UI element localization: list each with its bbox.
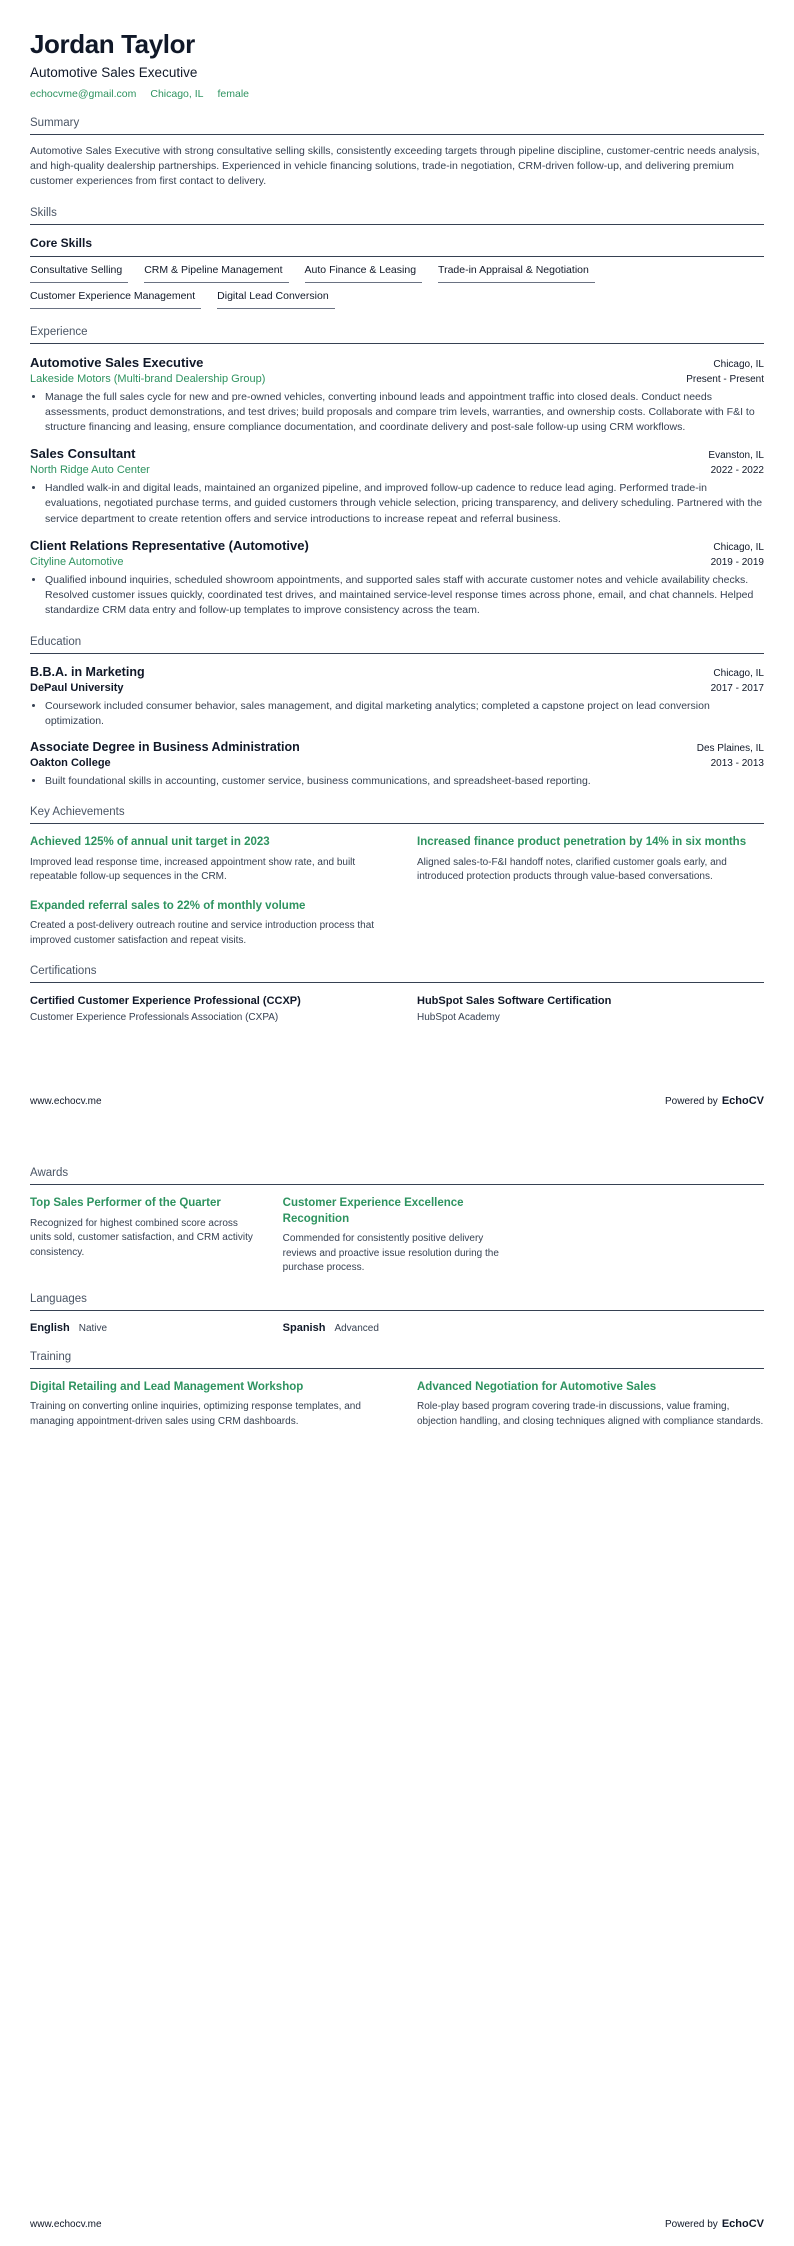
training-title: Advanced Negotiation for Automotive Sales — [417, 1380, 657, 1393]
job-title: Automotive Sales Executive — [30, 354, 204, 370]
languages-section-title: Languages — [30, 1293, 764, 1311]
school-name: DePaul University — [30, 681, 124, 694]
certifications-grid — [30, 994, 764, 1023]
school-name: Oakton College — [30, 756, 111, 769]
skill-group-title: Core Skills — [30, 236, 764, 257]
powered-by-label: Powered by — [665, 2219, 718, 2230]
footer-site-link[interactable]: www.echocv.me — [30, 2218, 102, 2230]
education-entry — [30, 665, 764, 729]
certification-issuer: HubSpot Academy — [417, 1012, 500, 1024]
powered-by-label: Powered by — [665, 1096, 718, 1107]
achievement-item — [30, 835, 377, 885]
echocv-brand: EchoCV — [721, 1095, 764, 1107]
achievement-item — [30, 899, 377, 949]
award-grid-empty-cell — [535, 1196, 764, 1276]
powered-by — [665, 1095, 764, 1107]
job-bullet: • Handled walk-in and digital leads, maintained an organized pipeline, and improved follow-up cadence to reduce lead aging. Performed trade-in evaluations, negotiated purchase terms, and guided customers through vehicle selection, pricing transparency, and delivery scheduling. Partnered with the service department to create retention offers and service introductions to increase repeat and referral business. — [45, 481, 764, 527]
skill-chip: Customer Experience Management — [30, 283, 201, 309]
training-item — [417, 1380, 764, 1430]
achievement-title: Increased finance product penetration by 14% in six months — [417, 836, 747, 849]
certifications-section-title: Certifications — [30, 965, 764, 983]
achievement-text: Created a post-delivery outreach routine and service introduction process that improved customer satisfaction and repeat visits. — [30, 920, 375, 946]
skill-chip-list — [30, 257, 764, 309]
language-item — [283, 1322, 512, 1334]
page-1-footer — [30, 1087, 764, 1107]
skill-chip: Auto Finance & Leasing — [305, 257, 423, 283]
language-level: Native — [78, 1322, 108, 1334]
achievement-title: Expanded referral sales to 22% of monthly volume — [30, 899, 306, 912]
certification-item — [30, 994, 377, 1023]
achievements-grid — [30, 835, 764, 948]
awards-grid — [30, 1196, 764, 1276]
summary-text: Automotive Sales Executive with strong consultative selling skills, consistently exceeding targets through pipeline discipline, customer-centric needs analysis, and high-quality dealership partnerships. Experienced in vehicle financing solutions, trade-in negotiation, CRM-driven follow-up, and delivering premium customer experiences from first contact to delivery. — [30, 144, 760, 188]
languages-grid — [30, 1322, 764, 1334]
experience-entry — [30, 355, 764, 436]
job-bullet: • Manage the full sales cycle for new and pre-owned vehicles, converting inbound leads and appointment traffic into closed deals. Conduct needs assessments, product demonstrations, and test drives; build proposals and compare trim levels, warranties, and ownership costs. Collaborate with F&I to structure financing and leasing, ensure compliance documentation, and coordinate delivery and post-sale follow-up using CRM workflows. — [45, 390, 764, 436]
job-title: Sales Consultant — [30, 446, 136, 462]
degree-title: B.B.A. in Marketing — [30, 664, 145, 679]
experience-section-title: Experience — [30, 326, 764, 344]
education-bullet: • Built foundational skills in accounting, customer service, business communications, and spreadsheet-based reporting. — [45, 774, 764, 789]
achievements-section-title: Key Achievements — [30, 806, 764, 824]
education-section-title: Education — [30, 636, 764, 654]
award-title: Customer Experience Excellence Recognition — [282, 1197, 464, 1225]
company-name: Lakeside Motors (Multi-brand Dealership Group) — [30, 372, 266, 385]
education-bullet-list — [30, 699, 764, 729]
job-bullet-list — [30, 481, 764, 527]
skill-chip: CRM & Pipeline Management — [144, 257, 288, 283]
resume-page-2 — [0, 1123, 794, 2246]
skills-section-title: Skills — [30, 207, 764, 225]
school-dates: 2017 - 2017 — [710, 682, 764, 694]
training-text: Role-play based program covering trade-in discussions, value framing, objection handling, and closing techniques aligned with compliance standards. — [417, 1401, 764, 1427]
award-text: Commended for consistently positive delivery reviews and proactive issue resolution during the purchase process. — [282, 1233, 499, 1274]
training-grid — [30, 1380, 764, 1430]
echocv-brand: EchoCV — [721, 2218, 764, 2230]
education-entry — [30, 740, 764, 789]
resume-header — [30, 30, 764, 100]
certification-issuer: Customer Experience Professionals Association (CXPA) — [30, 1012, 279, 1024]
job-location: Chicago, IL — [713, 358, 764, 370]
experience-entry — [30, 538, 764, 619]
footer-site-link[interactable]: www.echocv.me — [30, 1095, 102, 1107]
certification-item — [417, 994, 764, 1023]
language-name: Spanish — [282, 1321, 326, 1334]
achievement-text: Improved lead response time, increased appointment show rate, and built repeatable follow-up sequences in the CRM. — [30, 856, 356, 883]
achievement-item — [417, 835, 764, 885]
achievement-text: Aligned sales-to-F&I handoff notes, clarified customer goals early, and introduced protection products through value-based conversations. — [417, 856, 727, 883]
achievement-title: Achieved 125% of annual unit target in 2023 — [30, 836, 270, 849]
candidate-title: Automotive Sales Executive — [30, 64, 198, 80]
education-bullet-list — [30, 774, 764, 789]
job-bullet-list — [30, 390, 764, 436]
company-name: Cityline Automotive — [30, 555, 124, 568]
training-section-title: Training — [30, 1351, 764, 1369]
job-location: Evanston, IL — [708, 450, 764, 462]
training-title: Digital Retailing and Lead Management Workshop — [30, 1380, 304, 1393]
certification-name: HubSpot Sales Software Certification — [417, 995, 612, 1008]
email-link[interactable]: echocvme@gmail.com — [30, 87, 137, 100]
summary-section-title: Summary — [30, 117, 764, 135]
powered-by — [665, 2218, 764, 2230]
job-bullet: • Qualified inbound inquiries, scheduled showroom appointments, and supported sales staff with accurate customer notes and vehicle availability checks. Resolved customer issues quickly, coordinated test drives, and maintained service-level response times across phone, email, and chat channels. Helped standardize CRM data entry and follow-up templates to improve consistency across the team. — [45, 573, 764, 619]
certification-name: Certified Customer Experience Professional (CCXP) — [30, 995, 301, 1008]
award-text: Recognized for highest combined score across units sold, customer satisfaction, and CRM activity consistency. — [30, 1217, 253, 1258]
award-title: Top Sales Performer of the Quarter — [30, 1197, 221, 1209]
candidate-name: Jordan Taylor — [30, 29, 195, 59]
education-bullet: • Coursework included consumer behavior, sales management, and digital marketing analytics; completed a capstone project on lead conversion optimization. — [45, 699, 764, 729]
job-dates: Present - Present — [686, 373, 764, 385]
award-item — [30, 1196, 259, 1276]
training-item — [30, 1380, 377, 1430]
school-dates: 2013 - 2013 — [710, 757, 764, 769]
school-location: Chicago, IL — [713, 667, 764, 679]
contact-row — [30, 88, 764, 100]
language-name: English — [30, 1321, 70, 1334]
page-2-footer — [30, 2210, 764, 2230]
award-item — [283, 1196, 512, 1276]
skill-chip: Digital Lead Conversion — [217, 283, 334, 309]
job-bullet-list — [30, 573, 764, 619]
job-title: Client Relations Representative (Automotive) — [30, 537, 309, 553]
skill-chip: Consultative Selling — [30, 257, 128, 283]
degree-title: Associate Degree in Business Administration — [30, 739, 300, 754]
experience-entry — [30, 446, 764, 527]
contact-gender: female — [217, 87, 249, 100]
school-location: Des Plaines, IL — [696, 742, 764, 754]
awards-section-title: Awards — [30, 1167, 764, 1185]
contact-location: Chicago, IL — [150, 87, 204, 100]
job-location: Chicago, IL — [713, 541, 764, 553]
language-grid-empty-cell — [535, 1322, 764, 1334]
language-level: Advanced — [334, 1322, 379, 1334]
training-text: Training on converting online inquiries, optimizing response templates, and managing appointment-driven sales using CRM dashboards. — [30, 1401, 361, 1427]
job-dates: 2019 - 2019 — [710, 556, 764, 568]
page-2-blank-space — [30, 1429, 764, 2210]
job-dates: 2022 - 2022 — [710, 465, 764, 477]
company-name: North Ridge Auto Center — [30, 464, 150, 477]
language-item — [30, 1322, 259, 1334]
skill-chip: Trade-in Appraisal & Negotiation — [438, 257, 595, 283]
